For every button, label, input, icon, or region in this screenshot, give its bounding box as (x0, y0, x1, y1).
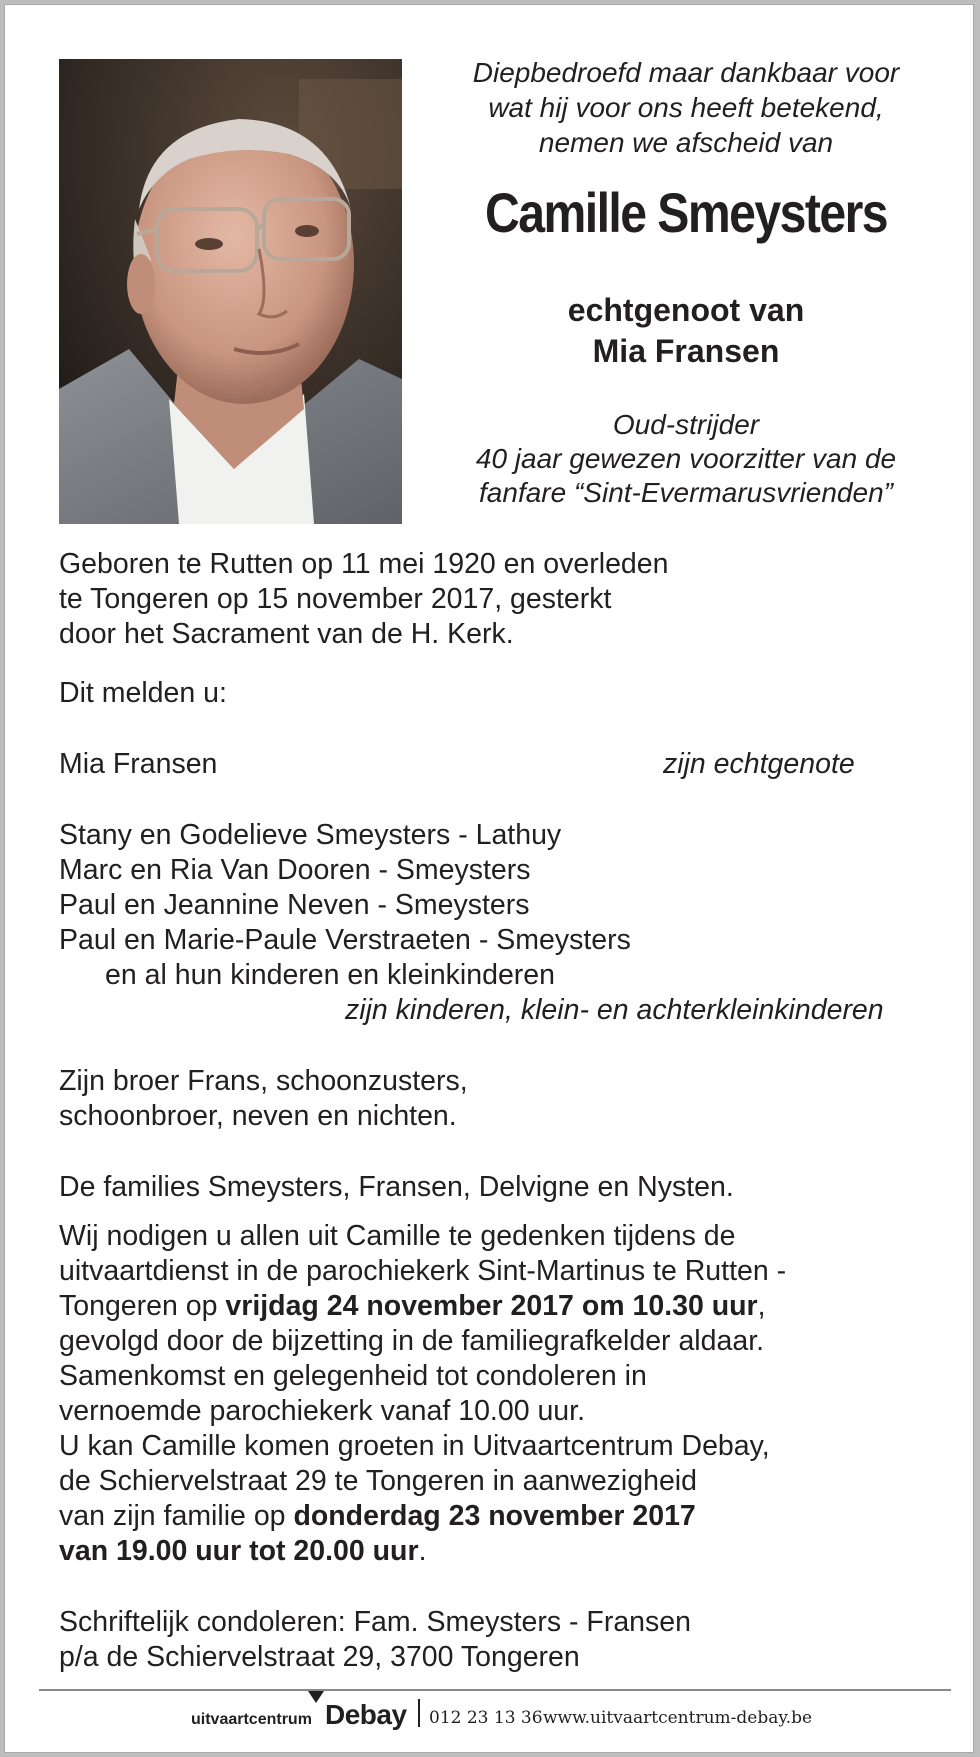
child-line: Marc en Ria Van Dooren - Smeysters (59, 854, 531, 886)
service-date: vrijdag 24 november 2017 om 10.30 uur (225, 1290, 758, 1322)
birth-line: Geboren te Rutten op 11 mei 1920 en overleden (59, 548, 669, 580)
intro-line: Diepbedroefd maar dankbaar voor (472, 57, 900, 88)
condolence-line: p/a de Schiervelstraat 29, 3700 Tongeren (59, 1641, 580, 1673)
condolence-line: Schriftelijk condoleren: Fam. Smeysters - Fransen (59, 1606, 691, 1638)
service-line (59, 1289, 939, 1324)
children-relation-row (59, 993, 939, 1028)
roles-block (425, 408, 947, 510)
wife-row (59, 747, 939, 782)
footer-label: uitvaartcentrum (191, 1711, 312, 1728)
portrait-photo (59, 59, 402, 524)
service-line (59, 1534, 939, 1569)
visitation-time: van 19.00 uur tot 20.00 uur (59, 1535, 419, 1567)
footer-brand: Debay (325, 1699, 407, 1730)
deceased-name: Camille Smeysters (484, 181, 888, 244)
role-line: 40 jaar gewezen voorzitter van de (475, 443, 897, 474)
service-line: vernoemde parochiekerk vanaf 10.00 uur. (59, 1395, 585, 1427)
grandchildren-line: en al hun kinderen en kleinkinderen (105, 959, 555, 991)
footer (5, 1695, 975, 1735)
announce-text: Dit melden u: (59, 677, 227, 709)
child-line: Paul en Jeannine Neven - Smeysters (59, 889, 530, 921)
triangle-icon (308, 1691, 324, 1703)
wife-relation: zijn echtgenote (663, 748, 855, 780)
obituary-card (4, 4, 974, 1753)
birth-line: door het Sacrament van de H. Kerk. (59, 618, 514, 650)
birth-line: te Tongeren op 15 november 2017, gesterkt (59, 583, 612, 615)
relatives-line: schoonbroer, neven en nichten. (59, 1100, 457, 1132)
service-text: Tongeren op (59, 1290, 226, 1322)
child-line: Stany en Godelieve Smeysters - Lathuy (59, 819, 562, 851)
portrait-illustration (59, 59, 402, 524)
spouse-name: Mia Fransen (592, 333, 780, 369)
footer-website[interactable]: www.uitvaartcentrum-debay.be (543, 1708, 813, 1728)
service-line (59, 1499, 939, 1534)
families-line: De families Smeysters, Fransen, Delvigne en Nysten. (59, 1171, 734, 1203)
relatives-line: Zijn broer Frans, schoonzusters, (59, 1065, 468, 1097)
service-text: , (757, 1290, 766, 1322)
footer-divider (39, 1689, 951, 1691)
wife-name: Mia Fransen (59, 748, 218, 780)
service-text: van zijn familie op (59, 1500, 294, 1532)
spouse-block (425, 290, 947, 372)
service-line: Samenkomst en gelegenheid tot condoleren in (59, 1360, 647, 1392)
visitation-date: donderdag 23 november 2017 (293, 1500, 696, 1532)
service-text: . (418, 1535, 427, 1567)
service-line: gevolgd door de bijzetting in de familiegrafkelder aldaar. (59, 1325, 765, 1357)
service-line: uitvaartdienst in de parochiekerk Sint-Martinus te Rutten - (59, 1255, 787, 1287)
children-relation: zijn kinderen, klein- en achterkleinkinderen (345, 994, 884, 1026)
role-line: fanfare “Sint-Evermarusvrienden” (479, 477, 893, 508)
service-line: Wij nodigen u allen uit Camille te gedenken tijdens de (59, 1220, 736, 1252)
obituary-body (59, 547, 939, 1675)
intro-line: wat hij voor ons heeft betekend, (488, 92, 884, 123)
spouse-label: echtgenoot van (567, 292, 805, 328)
service-line: U kan Camille komen groeten in Uitvaartcentrum Debay, (59, 1430, 770, 1462)
service-line: de Schiervelstraat 29 te Tongeren in aanwezigheid (59, 1465, 697, 1497)
intro-line: nemen we afscheid van (538, 127, 834, 158)
intro-text (425, 55, 947, 160)
role-line: Oud-strijder (612, 409, 760, 440)
footer-phone: 012 23 13 36 (429, 1708, 543, 1728)
child-line: Paul en Marie-Paule Verstraeten - Smeysters (59, 924, 631, 956)
footer-separator (418, 1699, 420, 1727)
